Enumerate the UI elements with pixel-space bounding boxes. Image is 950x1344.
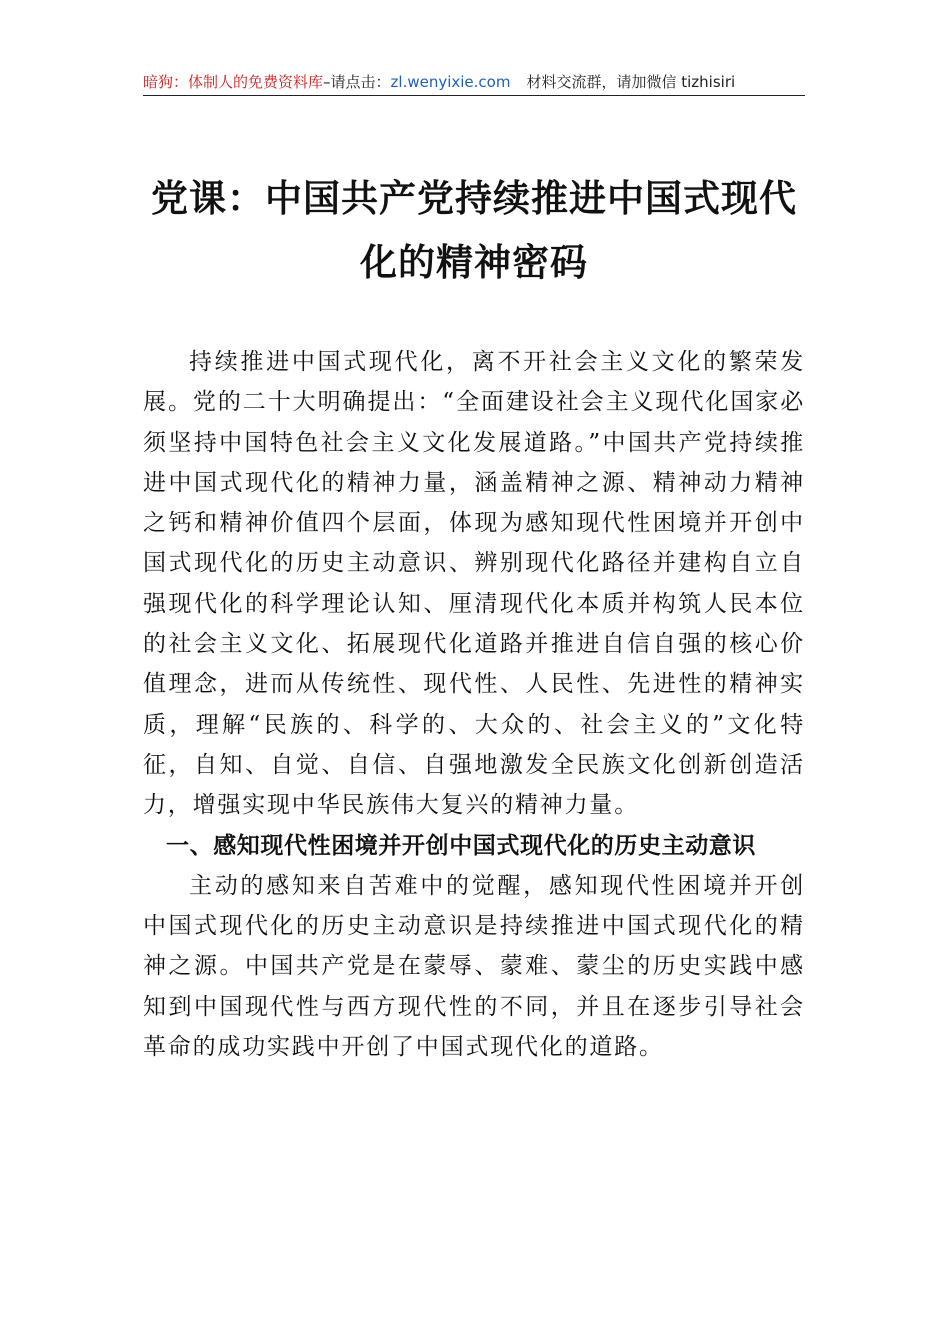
header-brand: 暗狗：体制人的免费资料库 (143, 73, 324, 91)
header-prompt: –请点击： (323, 73, 391, 91)
header-divider (143, 95, 805, 96)
intro-paragraph: 持续推进中国式现代化，离不开社会主义文化的繁荣发展。党的二十大明确提出：“全面建设社会主义现代化国家必须坚持中国特色社会主义文化发展道路。”中国共产党持续推进中国式现代化的精神力量，涵盖精神之源、精神动力精神之钙和精神价值四个层面，体现为感知现代性困境并开创中国式现代化的历史主动意识、辨别现代化路径并建构自立自强现代化的科学理论认知、厘清现代化本质并构筑人民本位的社会主义文化、拓展现代化道路并推进自信自强的核心价值理念，进而从传统性、现代性、人民性、先进性的精神实质，理解“民族的、科学的、大众的、社会主义的”文化特征，自知、自觉、自信、自强地激发全民族文化创新创造活力，增强实现中华民族伟大复兴的精神力量。 (143, 349, 805, 819)
header-url-link[interactable]: zl.wenyixie.com (390, 73, 511, 91)
section-paragraph: 主动的感知来自苦难中的觉醒，感知现代性困境并开创中国式现代化的历史主动意识是持续推进中国式现代化的精神之源。中国共产党是在蒙辱、蒙难、蒙尘的历史实践中感知到中国现代性与西方现代性的不同，并且在逐步引导社会革命的成功实践中开创了中国式现代化的道路。 (143, 872, 805, 1061)
document-title: 党课：中国共产党持续推进中国式现代化的精神密码 (151, 176, 797, 284)
document-body (143, 342, 805, 1067)
section-heading: 一、感知现代性困境并开创中国式现代化的历史主动意识 (166, 832, 756, 859)
page-header (143, 70, 805, 94)
header-contact: 材料交流群，请加微信 tizhisiri (526, 73, 736, 91)
